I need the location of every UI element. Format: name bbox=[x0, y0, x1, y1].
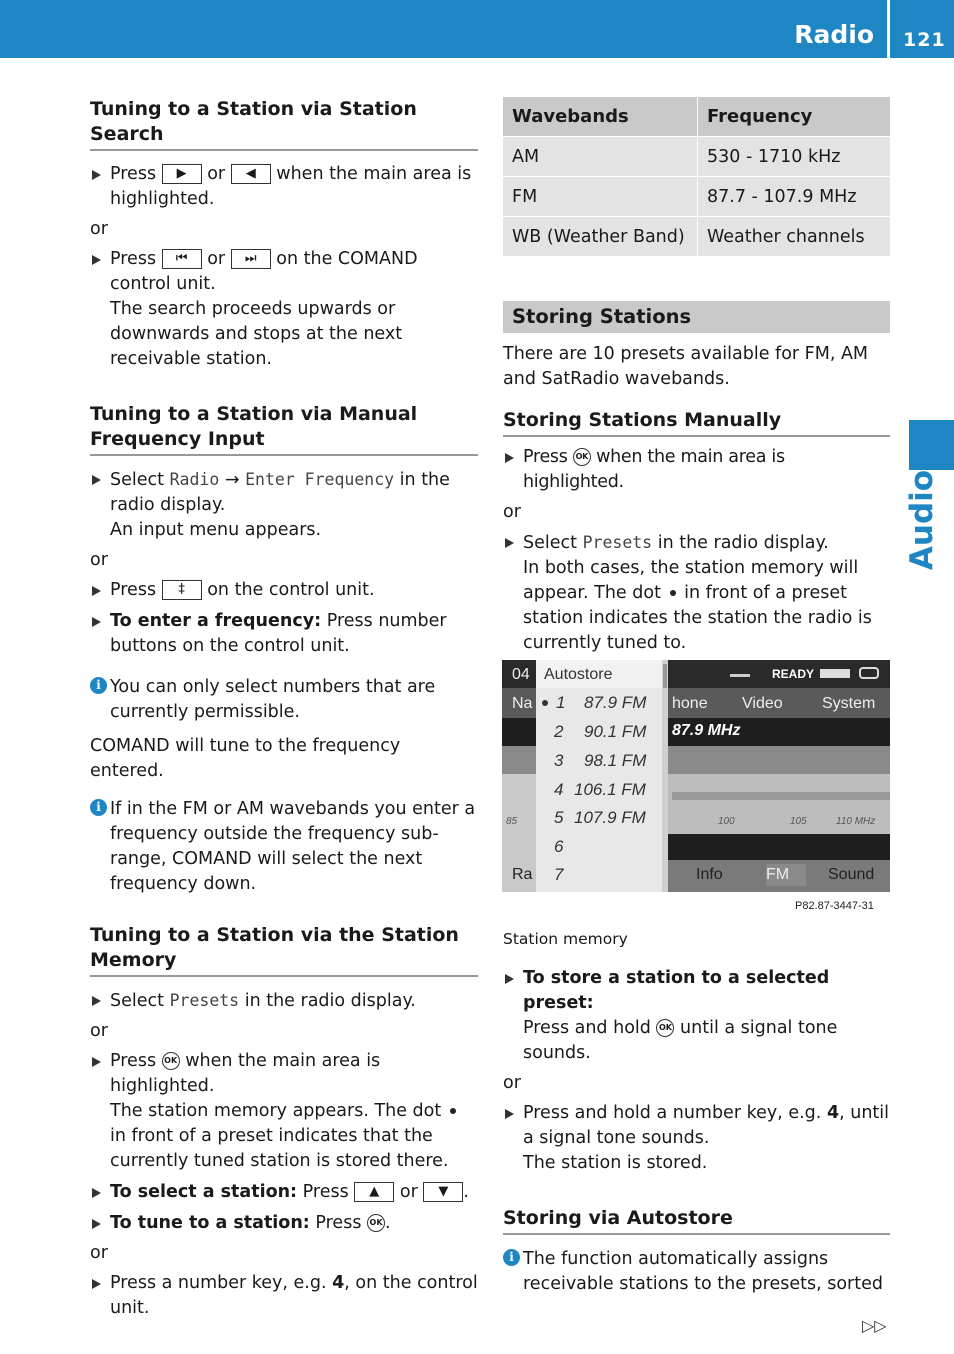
heading-manual-input: Tuning to a Station via Manual Frequency Input bbox=[90, 402, 478, 456]
screen-preset-num: 5 bbox=[554, 808, 564, 827]
left-column bbox=[90, 97, 478, 1321]
station-memory-screenshot bbox=[502, 660, 890, 892]
page-number: 121 bbox=[903, 29, 946, 51]
skip-forward-key-icon: ⏭ bbox=[231, 249, 271, 269]
screen-preset-freq: 98.1 FM bbox=[584, 751, 647, 770]
dot-icon bbox=[670, 590, 676, 596]
screen-preset-num: 4 bbox=[554, 780, 564, 799]
step-hold-number-key: Press and hold a number key, e.g. 4, until a signal tone sounds. The station is stored. bbox=[503, 1101, 890, 1176]
left-arrow-key-icon: ◀ bbox=[231, 164, 271, 184]
step-note: The station is stored. bbox=[523, 1153, 708, 1173]
waveband-table bbox=[503, 97, 890, 257]
step-press-ok: Press OK when the main area is highlighted. The station memory appears. The dot in front of a preset indicates that the currently tuned station is stored there. bbox=[90, 1049, 478, 1174]
table-row bbox=[503, 217, 890, 257]
step-tune-station: To tune to a station: Press OK . bbox=[90, 1211, 478, 1236]
screen-menu-item: System bbox=[822, 695, 876, 712]
or-text: or bbox=[90, 1021, 108, 1041]
info-icon: i bbox=[90, 799, 107, 816]
screen-menu-item: Video bbox=[742, 695, 783, 712]
right-arrow-key-icon: ▶ bbox=[162, 164, 202, 184]
step-press-arrows: Press ▶ or ◀ when the main area is highlighted. bbox=[90, 162, 478, 212]
screen-preset-freq: 107.9 FM bbox=[574, 808, 646, 827]
dot-icon bbox=[450, 1108, 456, 1114]
table-cell: FM bbox=[503, 177, 698, 217]
step-press-skip: Press ⏮ or ⏭ on the COMAND control unit. The search proceeds upwards or downwards and stops at the next receivable station. bbox=[90, 247, 478, 372]
screen-preset-freq: 87.9 FM bbox=[584, 693, 647, 712]
or-text: or bbox=[503, 1073, 521, 1093]
ok-button-icon: OK bbox=[573, 448, 591, 466]
info-note: i If in the FM or AM wavebands you enter a frequency outside the frequency sub-range, COMAND will select the next frequency down. bbox=[90, 797, 478, 897]
step-select-station: To select a station: Press ▲ or ▼ . bbox=[90, 1180, 478, 1205]
screen-corner-ra: Ra bbox=[512, 866, 533, 883]
right-column-bottom bbox=[503, 966, 890, 1297]
screen-scale-label: 85 bbox=[506, 816, 518, 827]
screen-menu-item: hone bbox=[672, 695, 708, 712]
table-cell: WB (Weather Band) bbox=[503, 217, 698, 257]
step-note: The station memory appears. The dot in front of a preset indicates that the currently tuned station is stored there. bbox=[110, 1099, 478, 1174]
step-note: The search proceeds upwards or downwards and stops at the next receivable station. bbox=[110, 299, 403, 369]
table-header: Wavebands bbox=[503, 97, 698, 137]
info-icon: i bbox=[503, 1249, 520, 1266]
screen-preset-freq: 106.1 FM bbox=[574, 780, 646, 799]
screen-scale-label: 100 bbox=[718, 816, 735, 827]
screen-bottom-item: Info bbox=[696, 866, 723, 883]
step-select-radio: Select Radio → Enter Frequency in the radio display. An input menu appears. bbox=[90, 467, 478, 543]
or-text: or bbox=[90, 550, 108, 570]
table-header: Frequency bbox=[698, 97, 891, 137]
step-select-presets: Select Presets in the radio display. In both cases, the station memory will appear. The dot in front of a preset station indicates the station the radio is currently tuned to. bbox=[503, 530, 890, 656]
header-separator bbox=[887, 0, 890, 58]
ok-button-icon: OK bbox=[656, 1019, 674, 1037]
hash-key-icon: ‡ bbox=[162, 580, 202, 600]
side-tab-label: Audio bbox=[904, 469, 940, 571]
screen-preset-num: 6 bbox=[554, 837, 564, 856]
info-note: i The function automatically assigns receivable stations to the presets, sorted bbox=[503, 1247, 890, 1297]
figure-id: P82.87-3447-31 bbox=[795, 900, 874, 912]
current-preset-dot-icon bbox=[542, 700, 548, 706]
ok-button-icon: OK bbox=[367, 1214, 385, 1232]
screen-status: READY bbox=[772, 667, 815, 681]
step-press-ok: Press OK when the main area is highlighted. bbox=[503, 445, 890, 495]
continue-arrows-icon: ▷▷ bbox=[862, 1316, 887, 1335]
screen-preset-num: 1 bbox=[556, 693, 566, 712]
heading-storing-manually: Storing Stations Manually bbox=[503, 408, 890, 437]
step-enter-frequency: To enter a frequency: Press number buttons on the control unit. bbox=[90, 609, 478, 659]
screen-corner-number: 04 bbox=[512, 666, 530, 683]
table-row bbox=[503, 177, 890, 217]
ok-button-icon: OK bbox=[162, 1052, 180, 1070]
section-heading-storing: Storing Stations bbox=[503, 301, 890, 333]
right-column-top bbox=[503, 301, 890, 656]
screen-corner-na: Na bbox=[512, 695, 533, 712]
screen-preset-num: 3 bbox=[554, 751, 564, 770]
step-note: An input menu appears. bbox=[110, 520, 322, 540]
heading-station-memory: Tuning to a Station via the Station Memory bbox=[90, 923, 478, 977]
screen-bottom-item: Sound bbox=[828, 866, 875, 883]
screen-bottom-item: FM bbox=[766, 866, 790, 883]
or-text: or bbox=[90, 219, 108, 239]
table-header-row bbox=[503, 97, 890, 137]
down-key-icon: ▼ bbox=[423, 1182, 463, 1202]
paragraph: There are 10 presets available for FM, AM and SatRadio wavebands. bbox=[503, 344, 869, 389]
side-tab-marker bbox=[909, 420, 954, 470]
step-store-preset: To store a station to a selected preset: Press and hold OK until a signal tone sounds. bbox=[503, 966, 890, 1066]
table-cell: AM bbox=[503, 137, 698, 177]
paragraph: COMAND will tune to the frequency entered. bbox=[90, 736, 401, 781]
info-note: i You can only select numbers that are currently permissible. bbox=[90, 675, 478, 725]
up-key-icon: ▲ bbox=[354, 1182, 394, 1202]
screen-preset-num: 2 bbox=[554, 722, 564, 741]
screen-scale-label: 105 bbox=[790, 816, 807, 827]
step-number-key: Press a number key, e.g. 4, on the control unit. bbox=[90, 1271, 478, 1321]
screen-preset-num: 7 bbox=[554, 865, 564, 884]
chapter-title: Radio bbox=[794, 20, 874, 49]
skip-back-key-icon: ⏮ bbox=[162, 249, 202, 269]
table-cell: 530 - 1710 kHz bbox=[698, 137, 891, 177]
table-row bbox=[503, 137, 890, 177]
or-text: or bbox=[90, 1243, 108, 1263]
step-select-presets: Select Presets in the radio display. bbox=[90, 988, 478, 1014]
step-note: In both cases, the station memory will appear. The dot in front of a preset station indicates the station the radio is currently tuned to. bbox=[523, 558, 872, 653]
heading-autostore: Storing via Autostore bbox=[503, 1206, 890, 1235]
screen-scale-label: 110 MHz bbox=[836, 816, 876, 827]
or-text: or bbox=[503, 502, 521, 522]
screen-autostore: Autostore bbox=[544, 666, 613, 683]
step-press-hash: Press ‡ on the control unit. bbox=[90, 578, 478, 603]
screen-current-frequency: 87.9 MHz bbox=[672, 722, 741, 739]
info-icon: i bbox=[90, 677, 107, 694]
table-cell: 87.7 - 107.9 MHz bbox=[698, 177, 891, 217]
figure-caption: Station memory bbox=[503, 930, 628, 948]
heading-station-search: Tuning to a Station via Station Search bbox=[90, 97, 478, 151]
table-cell: Weather channels bbox=[698, 217, 891, 257]
screen-preset-freq: 90.1 FM bbox=[584, 722, 647, 741]
